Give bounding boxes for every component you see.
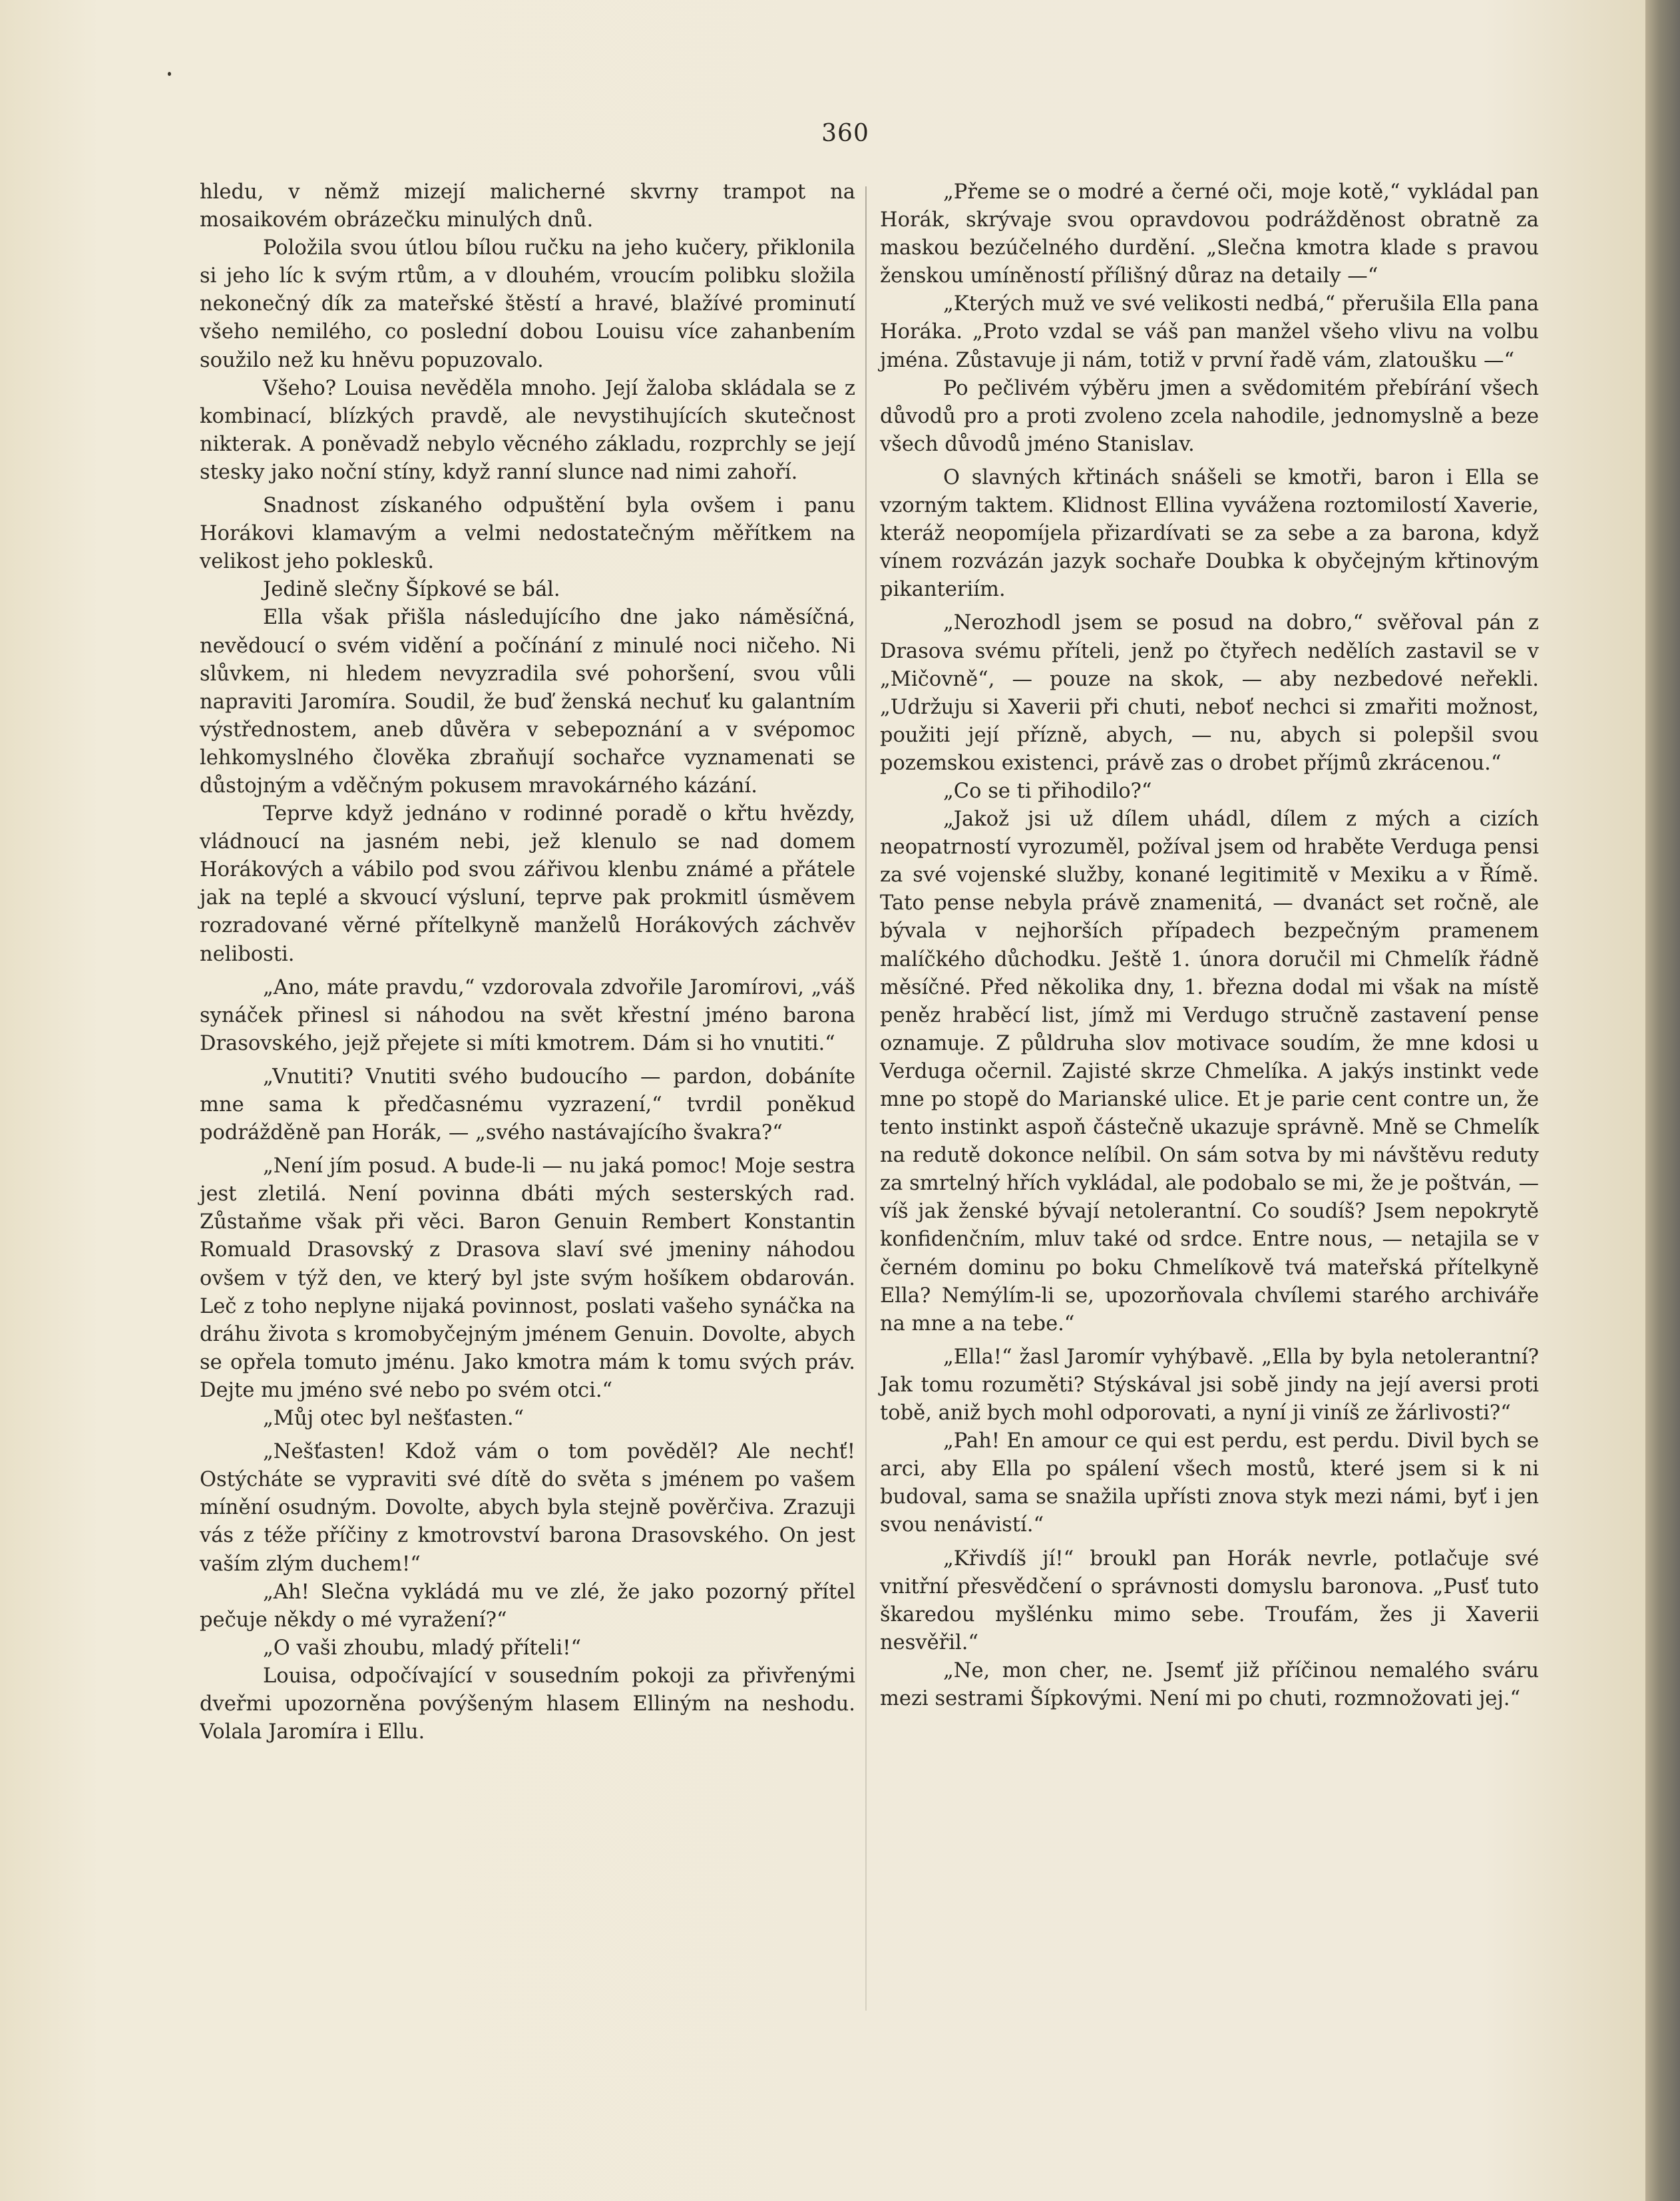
left-paragraph: „Vnutiti? Vnutiti svého budoucího — pardon, dobáníte mne sama k předčasnému vyzrazení,“ tvrdil poněkud podrážděně pan Horák, — „svého nastávajícího švakra?“ (200, 1065, 855, 1145)
left-paragraph: Teprve když jednáno v rodinné poradě o křtu hvězdy, vládnoucí na jasném nebi, jež klenulo se nad domem Horákových a vábilo pod svou zářivou klenbu známé a přátele jak na teplé a skvoucí výsluní, teprve pak prokmitl úsměvem rozradované věrné přítelkyně manželů Horákových záchvěv nelibosti. (200, 802, 855, 966)
right-column (880, 178, 1539, 1713)
right-paragraph: „Ella!“ žasl Jaromír vyhýbavě. „Ella by byla netolerantní? Jak tomu rozuměti? Stýskával jsi sobě jindy na její aversi proti tobě, aniž bych mohl odporovati, a nyní ji viníš ze žárlivosti?“ (880, 1345, 1539, 1425)
left-paragraph: Položila svou útlou bílou ručku na jeho kučery, přiklonila si jeho líc k svým rtům, a v dlouhém, vroucím polibku složila nekonečný dík za mateřské štěstí a hravé, blažívé prominutí všeho nemilého, co poslední dobou Louisu více zahanbením soužilo než ku hněvu popuzovalo. (200, 236, 855, 372)
left-paragraph: Snadnost získaného odpuštění byla ovšem i panu Horákovi klamavým a velmi nedostatečným měřítkem na velikost jeho poklesků. (200, 494, 855, 574)
page-edge-shadow (1645, 0, 1680, 2201)
page-number: 360 (821, 120, 869, 147)
left-paragraph: hledu, v němž mizejí malicherné skvrny trampot na mosaikovém obrázečku minulých dnů. (200, 180, 855, 232)
left-paragraph: „Můj otec byl nešťasten.“ (263, 1407, 525, 1431)
right-paragraph: „Křivdíš jí!“ broukl pan Horák nevrle, potlačuje své vnitřní přesvědčení o správnosti domyslu baronova. „Pusť tuto škaredou myšlénku mimo sebe. Troufám, žes ji Xaverii nesvěřil.“ (880, 1547, 1539, 1654)
right-paragraph: „Ne, mon cher, ne. Jsemť již příčinou nemalého sváru mezi sestrami Šípkovými. Není mi po chuti, rozmnožovati jej.“ (880, 1658, 1539, 1710)
left-paragraph: „Ano, máte pravdu,“ vzdorovala zdvořile Jaromírovi, „váš synáček přinesl si náhodou na svět křestní jméno barona Drasovského, jejž přejete si míti kmotrem. Dám si ho vnutiti.“ (200, 975, 855, 1055)
right-paragraph: „Přeme se o modré a černé oči, moje kotě,“ vykládal pan Horák, skrývaje svou opravdovou podrážděnost obratně za maskou bezúčelného durdění. „Slečna kmotra klade s pravou ženskou umíněností přílišný důraz na detaily —“ (880, 180, 1539, 288)
right-paragraph: „Kterých muž ve své velikosti nedbá,“ přerušila Ella pana Horáka. „Proto vzdal se váš pan manžel všeho vlivu na volbu jména. Zůstavuje ji nám, totiž v první řadě vám, zlatoušku —“ (880, 292, 1539, 372)
left-paragraph: Louisa, odpočívající v sousedním pokoji za přivřenými dveřmi upozorněna povýšeným hlasem Elliným na neshodu. Volala Jaromíra i Ellu. (200, 1664, 855, 1744)
paper-speck (168, 72, 171, 76)
right-paragraph: Po pečlivém výběru jmen a svědomitém přebírání všech důvodů pro a proti zvoleno zcela nahodile, jednomyslně a beze všech důvodů jméno Stanislav. (880, 376, 1539, 456)
left-paragraph: Jedině slečny Šípkové se bál. (263, 578, 560, 602)
left-column (200, 178, 855, 1746)
left-paragraph: „Nešťasten! Kdož vám o tom pověděl? Ale nechť! Ostýcháte se vypraviti své dítě do světa s jménem po vašem mínění osudným. Dovolte, abych byla stejně pověrčiva. Zrazuji vás z téže příčiny z kmotrovství barona Drasovského. On jest vaším zlým duchem!“ (200, 1440, 855, 1576)
right-paragraph: „Co se ti přihodilo?“ (943, 779, 1152, 803)
right-paragraph: O slavných křtinách snášeli se kmotři, baron i Ella se vzorným taktem. Klidnost Ellina vyvážena roztomilostí Xaverie, kteráž neopomíjela přizardívati se za sebe a za barona, když vínem rozvázán jazyk sochaře Doubka k obyčejným křtinovým pikanteriím. (880, 465, 1539, 602)
right-paragraph: „Nerozhodl jsem se posud na dobro,“ svěřoval pán z Drasova svému příteli, jenž po čtyřech nedělích zastavil se v „Mičovně“, — pouze na skok, — aby nezbedové neřekli. „Udržuju si Xaverii při chuti, neboť nechci si zmařiti možnost, použiti její přízně, abych, — nu, abych si polepšil svou pozemskou existenci, právě zas o drobet příjmů zkrácenou.“ (880, 611, 1539, 775)
column-divider (865, 186, 867, 2011)
right-paragraph: „Pah! En amour ce qui est perdu, est perdu. Divil bych se arci, aby Ella po spálení všech mostů, které jsem si k ni budoval, sama se snažila upřísti znova styk mezi námi, byť i jen svou nenávistí.“ (880, 1429, 1539, 1537)
right-paragraph: „Jakož jsi už dílem uhádl, dílem z mých a cizích neopatrností vyrozuměl, požíval jsem od hraběte Verduga pensi za své vojenské služby, konané legitimitě v Mexiku a v Římě. Tato pense nebyla právě znamenitá, — dvanáct set ročně, ale bývala v nejhorších případech bezpečným pramenem malíčkého důchodku. Ještě 1. února doručil mi Chmelík řádně měsíčné. Před několika dny, 1. března dodal mi však na místě peněz hraběcí list, jímž mi Verdugo stručně zastavení pense oznamuje. Z půldruha slov motivace soudím, že mne kdosi u Verduga očernil. Zajisté skrze Chmelíka. A jakýs instinkt vede mne po stopě do Marianské ulice. Et je parie cent contre un, že tento instinkt aspoň částečně ukazuje správně. Mně se Chmelík na redutě dokonce nelíbil. On sám sotva by mi návštěvu reduty za smrtelný hřích vykládal, ale podobalo se mi, že je poštván, — víš jak ženské bývají netolerantní. Co soudíš? Jsem nepokrytě konfidenčním, mluv také od srdce. Entre nous, — netajila se v černém dominu po boku Chmelíkově tvá mateřská přítelkyně Ella? Nemýlím-li se, upozorňovala chvílemi starého archiváře na mne a na tebe.“ (880, 808, 1539, 1336)
left-paragraph: „Není jím posud. A bude-li — nu jaká pomoc! Moje sestra jest zletilá. Není povinna dbáti mých sesterských rad. Zůstaňme však při věci. Baron Genuin Rembert Konstantin Romuald Drasovský z Drasova slaví své jmeniny náhodou ovšem v týž den, ve který byl jste svým hošíkem obdarován. Leč z toho neplyne nijaká povinnost, poslati vašeho synáčka na dráhu života s kromobyčejným jménem Genuin. Dovolte, abych se opřela tomuto jménu. Jako kmotra mám k tomu svých práv. Dejte mu jméno své nebo po svém otci.“ (200, 1154, 855, 1402)
left-paragraph: „O vaši zhoubu, mladý příteli!“ (263, 1636, 582, 1660)
left-paragraph: Ella však přišla následujícího dne jako náměsíčná, nevědoucí o svém vidění a počínání z minulé noci ničeho. Ni slůvkem, ni hledem nevyzradila své pohoršení, svou vůli napraviti Jaromíra. Soudil, že buď ženská nechuť ku galantním výstřednostem, aneb důvěra v sebepoznání a v svépomoc lehkomyslného člověka zbraňují sochařce vyznamenati se důstojným a vděčným pokusem mravokárného kázání. (200, 606, 855, 798)
left-paragraph: Všeho? Louisa nevěděla mnoho. Její žaloba skládala se z kombinací, blízkých pravdě, ale nevystihujících skutečnost nikterak. A poněvadž nebylo věcného základu, rozprchly se její stesky jako noční stíny, když ranní slunce nad nimi zahoří. (200, 376, 855, 484)
left-paragraph: „Ah! Slečna vykládá mu ve zlé, že jako pozorný přítel pečuje někdy o mé vyražení?“ (200, 1580, 855, 1632)
